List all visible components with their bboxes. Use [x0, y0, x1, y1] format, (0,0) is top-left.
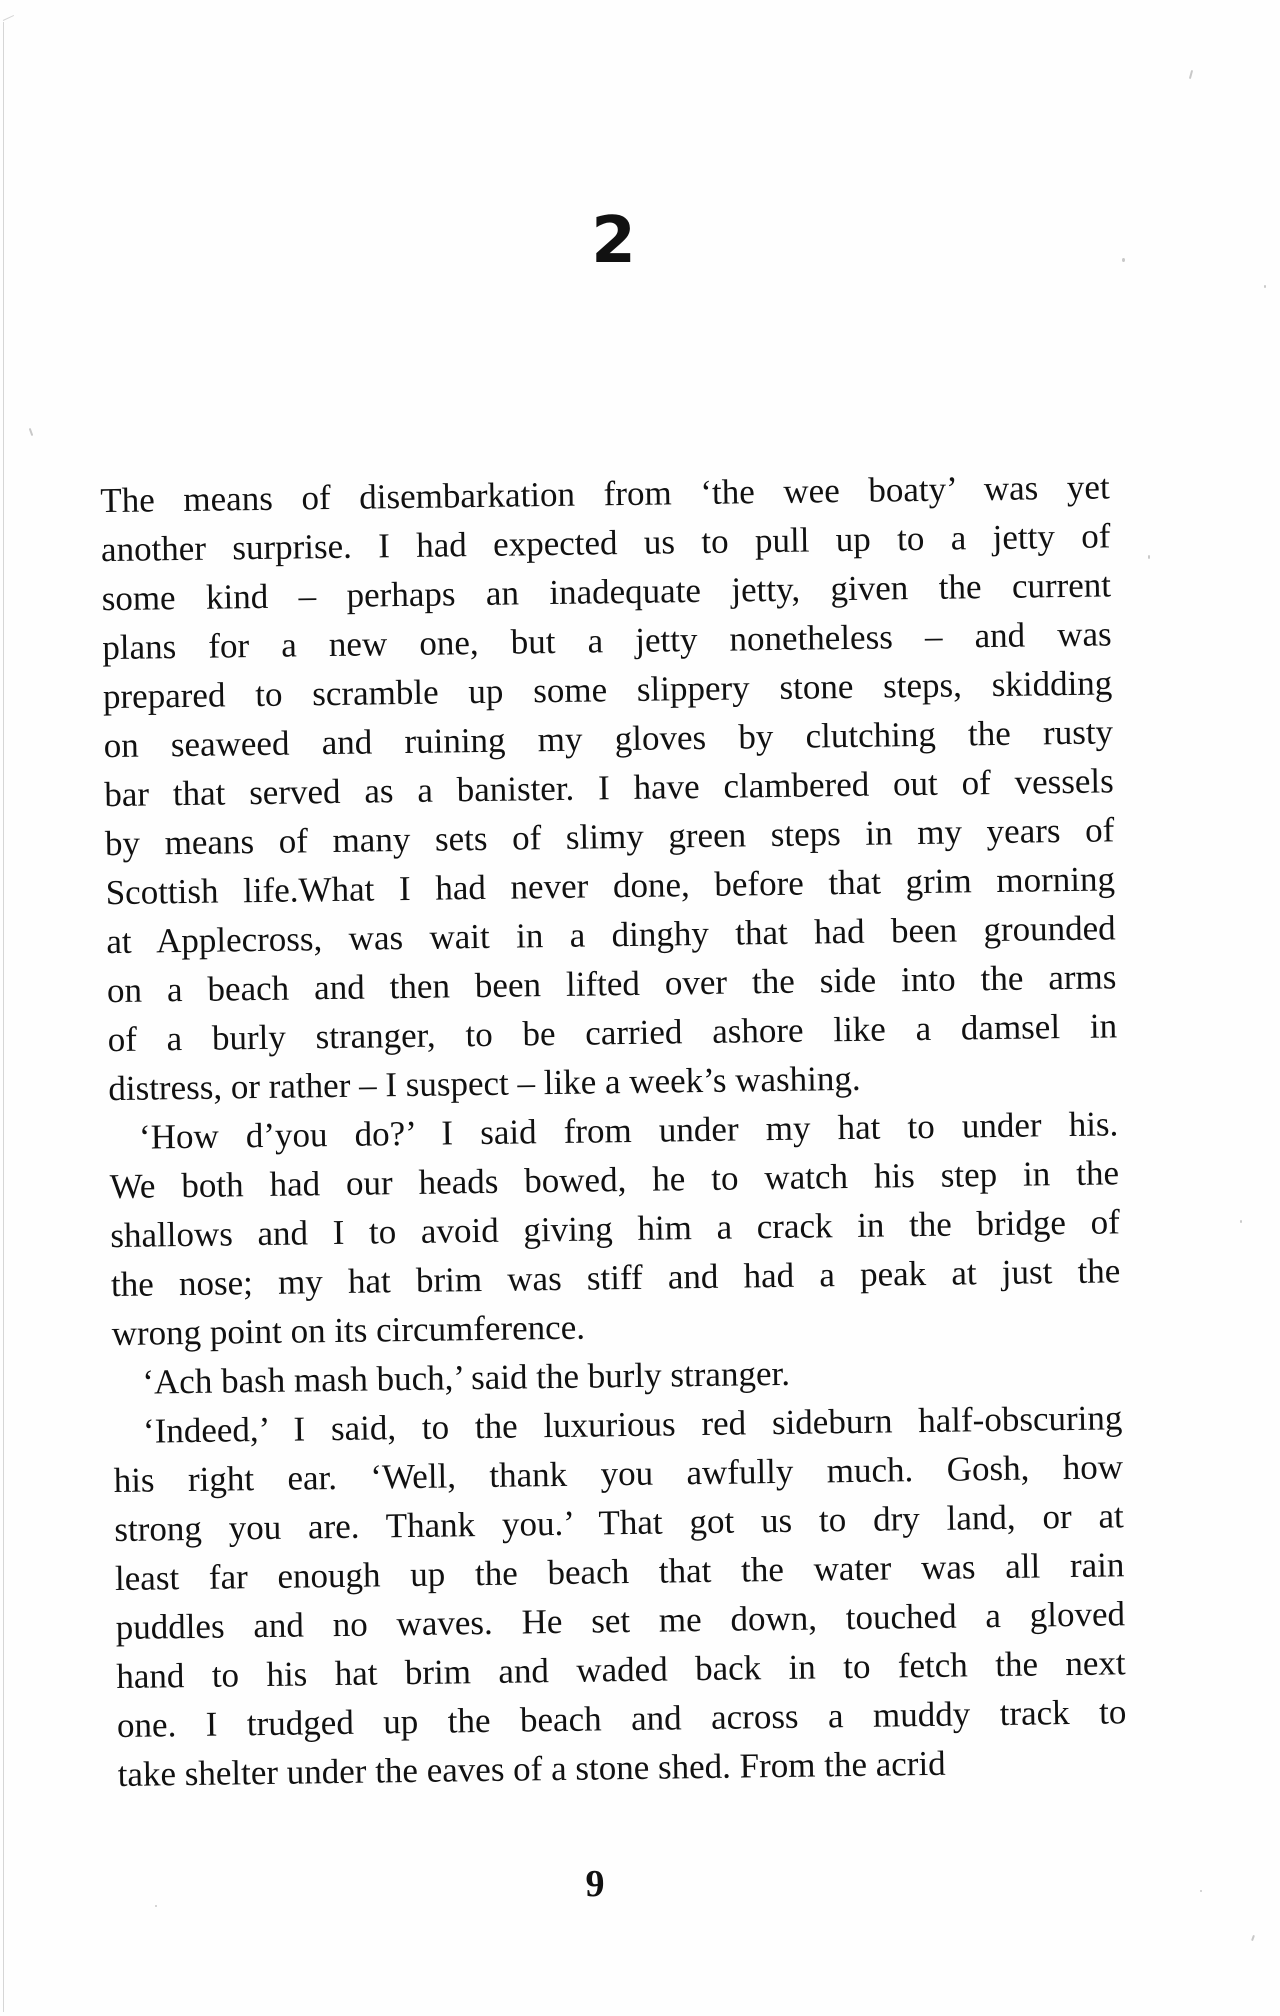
text-line-content: distress, or rather – I suspect – like a week’s washing.	[108, 1058, 861, 1109]
text-line-content: at Applecross, was wait in a dinghy that had been grounded	[106, 908, 1116, 962]
text-line-content: hand to his hat brim and waded back in to fetch the next	[116, 1643, 1126, 1697]
text-line-content: puddles and no waves. He set me down, touched a gloved	[115, 1594, 1126, 1648]
scan-speck	[1240, 1220, 1242, 1223]
text-line-content: ‘How d’you do?’ I said from under my hat to under his.	[138, 1104, 1119, 1157]
text-line-content: least far enough up the beach that the water was all rain	[114, 1545, 1125, 1599]
text-line-content: strong you are. Thank you.’ That got us to dry land, or at	[114, 1496, 1124, 1550]
text-line-content: The means of disembarkation from ‘the wee boaty’ was yet	[100, 467, 1110, 521]
text-line-content: ‘Indeed,’ I said, to the luxurious red sideburn half-obscuring	[142, 1398, 1123, 1451]
scan-speck	[1251, 1935, 1255, 1941]
text-line-content: on a beach and then been lifted over the side into the arms	[106, 957, 1117, 1011]
scan-edge-line	[3, 22, 4, 2012]
text-line-content: Scottish life.What I had never done, before that grim morning	[105, 859, 1116, 913]
text-line-content: prepared to scramble up some slippery stone steps, skidding	[102, 663, 1113, 717]
text-line-content: bar that served as a banister. I have clambered out of vessels	[104, 761, 1114, 815]
body-text	[100, 462, 1128, 1799]
text-line-content: his right ear. ‘Well, thank you awfully much. Gosh, how	[113, 1447, 1124, 1501]
scan-corner-mark	[3, 15, 14, 21]
text-line-content: the nose; my hat brim was stiff and had a peak at just the	[110, 1251, 1121, 1305]
scan-speck	[1122, 258, 1125, 262]
text-line-content: another surprise. I had expected us to pull up to a jetty of	[100, 516, 1111, 570]
text-line-content: We both had our heads bowed, he to watch his step in the	[109, 1153, 1120, 1207]
scan-speck	[1264, 285, 1266, 288]
scan-speck	[1148, 555, 1150, 559]
text-line-content: on seaweed and ruining my gloves by clutching the rusty	[103, 712, 1114, 766]
text-line-content: take shelter under the eaves of a stone shed. From the acrid	[117, 1743, 946, 1795]
scan-speck	[1200, 1890, 1202, 1892]
page-number: 9	[585, 1863, 605, 1905]
text-line-content: wrong point on its circumference.	[111, 1307, 586, 1354]
scan-speck	[29, 428, 34, 436]
scan-speck	[1189, 70, 1193, 79]
scan-speck	[155, 1905, 157, 1907]
chapter-number: 2	[591, 204, 635, 278]
text-line-content: shallows and I to avoid giving him a crack in the bridge of	[110, 1202, 1120, 1256]
text-line-content: plans for a new one, but a jetty nonetheless – and was	[102, 614, 1112, 668]
text-line-content: by means of many sets of slimy green steps in my years of	[104, 810, 1115, 864]
text-line-content: ‘Ach bash mash buch,’ said the burly stranger.	[142, 1353, 791, 1402]
text-line-content: of a burly stranger, to be carried ashore like a damsel in	[107, 1006, 1118, 1060]
text-line-content: one. I trudged up the beach and across a muddy track to	[116, 1692, 1127, 1746]
text-line-content: some kind – perhaps an inadequate jetty, given the current	[101, 565, 1112, 619]
